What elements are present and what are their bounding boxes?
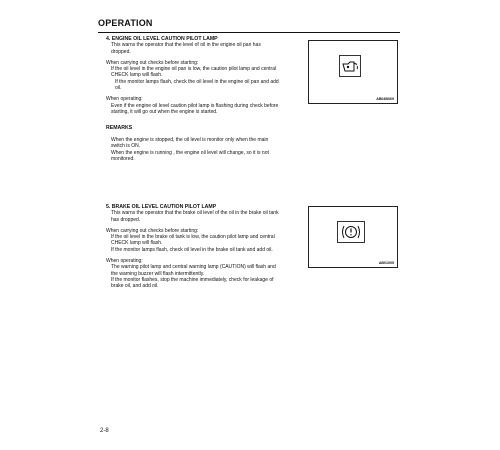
text-line: If the monitor lamps flash, check the oil level in the engine oil pan and add — [115, 78, 279, 85]
brake-oil-lamp-figure — [308, 206, 398, 268]
figure-code: AB01005 — [378, 261, 394, 265]
lamp-frame — [337, 221, 365, 243]
operating-label: When operating: — [106, 96, 143, 103]
text-line: If the oil level in the engine oil pan is low, the caution pilot lamp and central — [111, 66, 277, 73]
section-brake-oil-level — [106, 204, 296, 290]
text-line: CHECK lamp will flash. — [111, 72, 163, 79]
text-line: The warning pilot lamp and central warning lamp (CAUTION) will flash and — [111, 264, 276, 271]
text-line: monitored. — [111, 155, 135, 162]
text-line: If the monitor flashes, stop the machine immediately, check for leakage of — [111, 276, 274, 283]
checks-label: When carrying out checks before starting: — [106, 59, 199, 66]
text-line: If the monitor lamps flash, check oil level in the brake oil tank and add oil. — [111, 246, 273, 253]
section-title: 4. ENGINE OIL LEVEL CAUTION PILOT LAMP — [106, 36, 218, 42]
text-line: starting, it will go out when the engine is started. — [111, 108, 218, 115]
text-line: has dropped. — [111, 216, 141, 223]
engine-oil-lamp-figure — [308, 40, 398, 104]
page-header — [98, 13, 400, 33]
figure-code: AB04B069 — [376, 97, 394, 101]
text-line: This warns the operator that the level of oil in the engine oil pan has — [111, 42, 261, 49]
page-title: OPERATION — [98, 18, 153, 28]
brake-warning-icon — [338, 222, 364, 242]
engine-oil-can-icon — [340, 56, 360, 76]
text-line: Even if the engine oil level caution pilot lamp is flashing during check before — [111, 102, 279, 109]
intro-text — [106, 42, 296, 55]
checks-label: When carrying out checks before starting: — [106, 227, 199, 234]
text-line: This warns the operator that the brake oil level of the oil in the brake oil tank — [111, 210, 279, 217]
text-line: CHECK lamp will flash. — [111, 240, 163, 247]
operating-label: When operating: — [106, 258, 143, 265]
remarks-label: REMARKS — [106, 125, 133, 132]
text-line: the warning buzzer will flash intermittently. — [111, 270, 205, 277]
text-line: switch is ON. — [111, 143, 141, 150]
section-engine-oil-level — [106, 36, 296, 162]
text-line: dropped. — [111, 48, 131, 55]
text-line: oil. — [115, 85, 122, 92]
text-line: When the engine is stopped, the oil level is monitor only when the main — [111, 136, 269, 143]
text-line: brake oil, and add oil. — [111, 283, 159, 290]
text-line: When the engine is running , the engine oil level will change, so it is not — [111, 149, 269, 156]
text-line: If the oil level in the brake oil tank is low, the caution pilot lamp and central — [111, 234, 275, 241]
page-number: 2-8 — [100, 428, 109, 434]
section-title: 5. BRAKE OIL LEVEL CAUTION PILOT LAMP — [106, 204, 217, 210]
lamp-frame — [339, 55, 361, 77]
